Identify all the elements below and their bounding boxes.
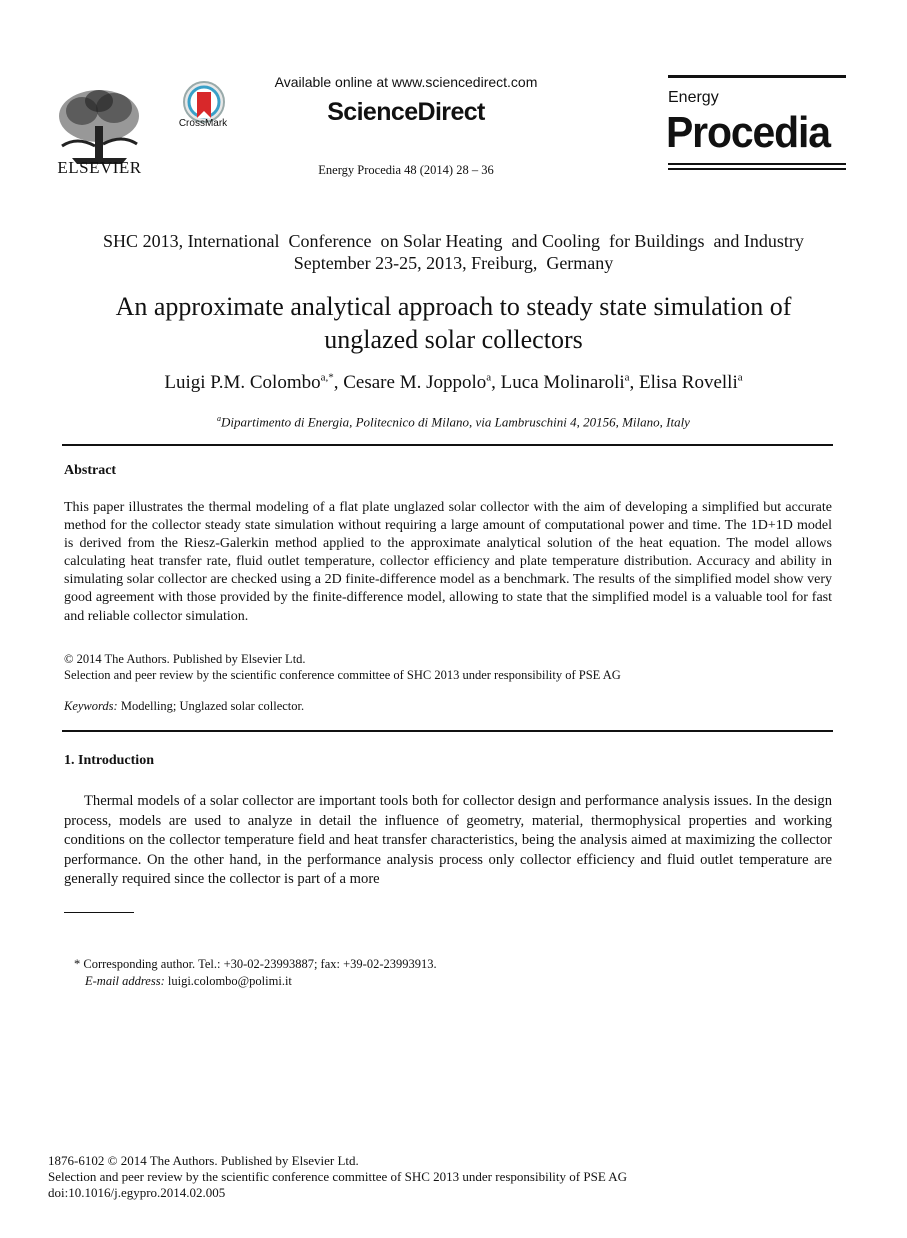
divider <box>62 730 833 732</box>
author-affil-mark: a <box>737 371 743 384</box>
crossmark-label: CrossMark <box>178 118 228 129</box>
introduction-text: Thermal models of a solar collector are important tools both for collector design and performance analysis issues. In the design process, models are used to analyze in detail the influence of geometry, material, thermophysical properties and working conditions on the collector temperature field and heat transfer characteristics, being the analysis aimed at maximizing the collector performance. On the other hand, in the performance analysis process only collector efficiency and fluid outlet temperature are generally required since the collector is part of a more <box>64 793 832 888</box>
author-name: Elisa Rovelli <box>639 372 738 393</box>
journal-logo-energy: Energy <box>668 89 719 106</box>
copyright-notice <box>64 651 832 683</box>
peer-review-line: Selection and peer review by the scientific conference committee of SHC 2013 under responsibility of PSE AG <box>64 668 621 682</box>
abstract-text: This paper illustrates the thermal modeling of a flat plate unglazed solar collector with the aim of developing a simplified but accurate method for the collector steady state simulation without requiring a large amount of computational power and time. The 1D+1D model is derived from the Riesz-Galerkin method applied to the approximate analytical solution of the heat equation. The model allows calculating heat transfer rate, fluid outlet temperature, collector efficiency and plate temperature distribution. Accuracy and ability in simulating solar collector are checked using a 2D finite-difference model as a benchmark. The results of the simplified model show very good agreement with those provided by the finite-difference model, allowing to state that the simplified model is a valuable tool for fast and reliable collector simulation. <box>64 500 832 624</box>
conference-info <box>40 230 867 274</box>
corresponding-author: * Corresponding author. Tel.: +30-02-23993887; fax: +39-02-23993913. <box>74 957 437 971</box>
author-name: Cesare M. Joppolo <box>343 372 487 393</box>
author-name: Luca Molinaroli <box>500 372 625 393</box>
doi-link[interactable]: doi:10.1016/j.egypro.2014.02.005 <box>48 1185 226 1200</box>
journal-reference: Energy Procedia 48 (2014) 28 – 36 <box>318 163 494 177</box>
journal-logo-procedia: Procedia <box>666 108 830 157</box>
title-line: An approximate analytical approach to steady state simulation of <box>115 292 792 321</box>
footnote-divider <box>64 912 134 913</box>
journal-logo-bottom-rules <box>668 163 846 173</box>
issn-line: 1876-6102 © 2014 The Authors. Published by Elsevier Ltd. <box>48 1153 359 1168</box>
conference-dates: September 23-25, 2013, Freiburg, Germany <box>293 253 614 273</box>
affiliation-mark: a <box>217 414 222 423</box>
email-label: E-mail address: <box>85 974 165 988</box>
copyright-line: © 2014 The Authors. Published by Elsevier Ltd. <box>64 652 306 666</box>
email-address[interactable]: luigi.colombo@polimi.it <box>164 974 292 988</box>
abstract-heading: Abstract <box>64 463 117 478</box>
journal-logo-top-rules <box>668 75 846 81</box>
footer-peer-review: Selection and peer review by the scientific conference committee of SHC 2013 under responsibility of PSE AG <box>48 1169 628 1184</box>
available-online: Available online at www.sciencedirect.com <box>274 74 538 90</box>
keywords-text: Modelling; Unglazed solar collector. <box>117 699 305 713</box>
paper-title <box>40 290 867 356</box>
author-affil-mark: a <box>624 371 630 384</box>
author-name: Luigi P.M. Colombo <box>164 372 321 393</box>
keywords-label: Keywords: <box>64 699 118 713</box>
author-list: Luigi P.M. Colombo$^{a,*}$, Cesare M. Joppolo$^a$, Luca Molinaroli$^a$, Elisa Rovelli$^a$ <box>164 371 743 393</box>
sciencedirect-logo[interactable]: ScienceDirect <box>327 98 485 126</box>
affiliation-text: Dipartimento di Energia, Politecnico di Milano, via Lambruschini 4, 20156, Milano, Italy <box>221 414 690 430</box>
page-footer <box>48 1153 848 1201</box>
section-heading: 1. Introduction <box>64 753 154 768</box>
footnote <box>74 956 814 990</box>
conference-line: SHC 2013, International Conference on Solar Heating and Cooling for Buildings and Industry <box>103 231 804 251</box>
title-line: unglazed solar collectors <box>324 325 583 354</box>
author-affil-mark: a,* <box>320 371 334 384</box>
keywords <box>64 699 832 714</box>
divider <box>62 444 833 446</box>
affiliation <box>40 414 867 430</box>
author-affil-mark: a <box>486 371 492 384</box>
publisher-name: ELSEVIER <box>57 158 142 177</box>
